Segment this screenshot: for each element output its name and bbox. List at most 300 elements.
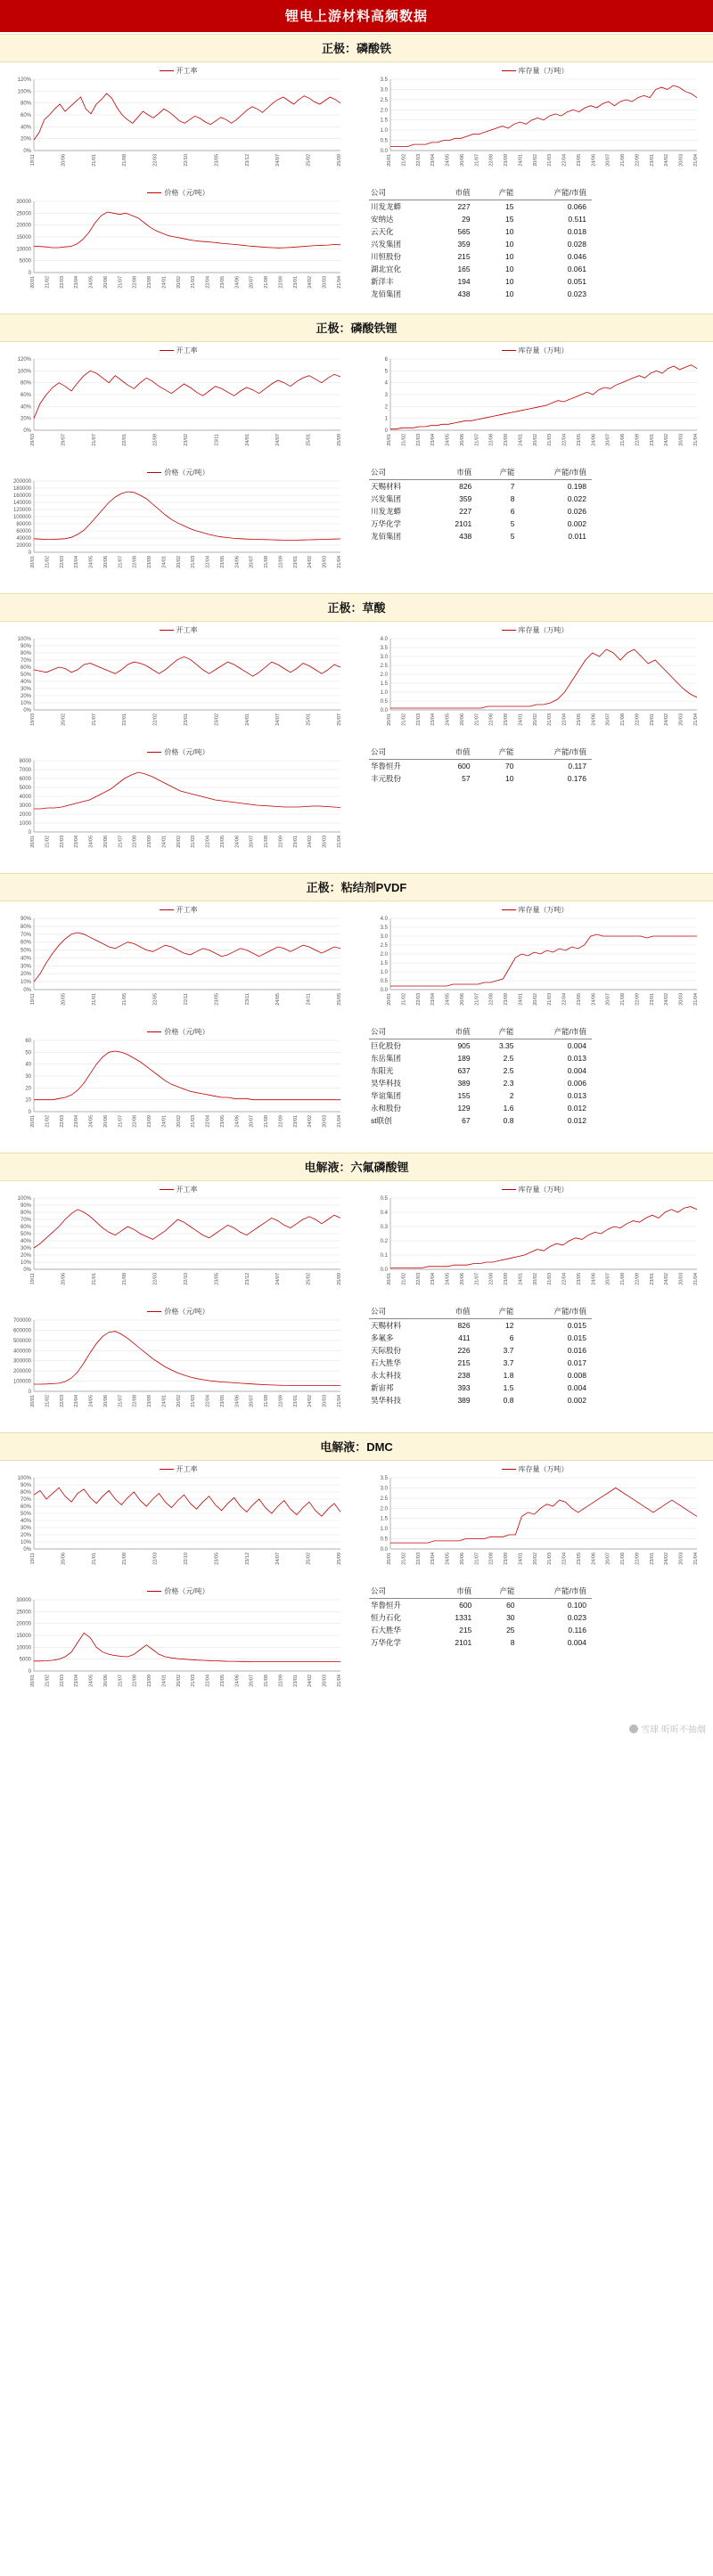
cell-ratio: 0.012 — [567, 1116, 586, 1125]
svg-text:24/06: 24/06 — [234, 276, 241, 289]
svg-text:24/01: 24/01 — [161, 1115, 168, 1128]
cell-capacity: 5 — [510, 519, 515, 528]
svg-text:20/06: 20/06 — [459, 993, 465, 1006]
table-header-cell: 产能 — [477, 466, 520, 480]
svg-text:20000: 20000 — [16, 1621, 31, 1627]
cell-company: 恒力石化 — [371, 1613, 402, 1622]
svg-text:22/10: 22/10 — [184, 1553, 189, 1565]
cell-ratio: 0.004 — [567, 1041, 586, 1050]
svg-text:60%: 60% — [20, 393, 31, 398]
svg-text:22/08: 22/08 — [132, 1675, 138, 1687]
svg-text:21/07: 21/07 — [474, 434, 480, 446]
svg-text:24/02: 24/02 — [307, 836, 314, 848]
svg-text:22/03: 22/03 — [415, 1273, 422, 1285]
svg-text:40000: 40000 — [16, 536, 31, 542]
cell-capacity: 3.7 — [503, 1346, 514, 1355]
svg-text:20/06: 20/06 — [102, 1115, 109, 1128]
svg-text:23/09: 23/09 — [147, 556, 152, 568]
svg-text:20/02: 20/02 — [176, 1395, 182, 1407]
company-table-lfp — [356, 464, 713, 546]
table-row — [369, 288, 592, 300]
svg-text:25/07: 25/07 — [337, 713, 342, 726]
table-header-cell: 公司 — [369, 1025, 432, 1039]
svg-text:24/07: 24/07 — [275, 154, 282, 167]
svg-text:23/09: 23/09 — [504, 1553, 509, 1565]
svg-text:24/05: 24/05 — [88, 556, 94, 568]
section-oxalic — [0, 591, 713, 871]
table-header-cell: 产能 — [476, 1025, 520, 1039]
svg-text:0.0: 0.0 — [380, 149, 388, 154]
svg-text:24/01: 24/01 — [161, 276, 168, 289]
svg-text:50%: 50% — [20, 1512, 31, 1517]
table-header-cell: 公司 — [369, 746, 432, 760]
cell-ratio: 0.061 — [567, 265, 586, 273]
svg-text:3.5: 3.5 — [380, 1476, 388, 1481]
svg-text:20/07: 20/07 — [249, 836, 255, 848]
svg-text:22/03: 22/03 — [59, 276, 65, 289]
svg-text:20/06: 20/06 — [459, 154, 465, 167]
svg-text:22/08: 22/08 — [488, 154, 495, 167]
svg-text:70%: 70% — [20, 1218, 31, 1223]
svg-text:24/06: 24/06 — [234, 556, 241, 568]
cell-company: 多氟多 — [371, 1333, 394, 1342]
chart-svg — [360, 915, 704, 1022]
svg-text:40%: 40% — [20, 680, 31, 685]
chart-legend: 库存量（万吨） — [360, 1464, 709, 1474]
cell-capacity: 2.5 — [503, 1054, 514, 1063]
svg-text:20/07: 20/07 — [249, 1675, 255, 1687]
svg-text:20/01: 20/01 — [387, 1273, 392, 1285]
cell-company: 天赐材料 — [371, 482, 402, 491]
svg-text:22/09: 22/09 — [635, 1273, 641, 1285]
table-header-cell: 市值 — [432, 1305, 476, 1319]
cell-mktcap: 2101 — [455, 1638, 472, 1647]
svg-text:24/07: 24/07 — [275, 713, 282, 726]
chart-legend: 价格（元/吨） — [4, 468, 353, 477]
cell-ratio: 0.012 — [567, 1104, 586, 1113]
svg-text:10000: 10000 — [16, 1645, 31, 1651]
cell-ratio: 0.002 — [567, 519, 586, 528]
table-header-cell: 公司 — [369, 1305, 432, 1319]
svg-text:20/01: 20/01 — [30, 276, 36, 289]
svg-text:180000: 180000 — [12, 486, 31, 492]
svg-text:1.5: 1.5 — [380, 118, 388, 124]
svg-text:200000: 200000 — [12, 479, 31, 485]
svg-text:0%: 0% — [23, 1547, 31, 1553]
cell-mktcap: 57 — [462, 774, 471, 783]
svg-text:23/09: 23/09 — [147, 1675, 152, 1687]
svg-text:24/01: 24/01 — [518, 154, 524, 167]
svg-text:20/07: 20/07 — [605, 1273, 611, 1285]
cell-capacity: 2 — [509, 1091, 514, 1100]
svg-text:21/02: 21/02 — [45, 1115, 51, 1128]
svg-text:400000: 400000 — [12, 1349, 31, 1355]
svg-text:100000: 100000 — [12, 515, 31, 520]
svg-text:20/01: 20/01 — [30, 1675, 36, 1687]
svg-text:22/04: 22/04 — [561, 1553, 568, 1565]
svg-text:22/09: 22/09 — [278, 276, 284, 289]
svg-text:23/09: 23/09 — [147, 276, 152, 289]
svg-text:2.5: 2.5 — [380, 97, 388, 103]
svg-text:100%: 100% — [17, 369, 31, 375]
table-row — [369, 1102, 592, 1114]
svg-text:21/02: 21/02 — [45, 276, 51, 289]
cell-ratio: 0.002 — [567, 1396, 586, 1405]
svg-text:22/09: 22/09 — [635, 1553, 641, 1565]
svg-text:22/09: 22/09 — [278, 836, 284, 848]
table-row — [369, 1599, 592, 1612]
svg-text:22/01: 22/01 — [122, 713, 128, 726]
svg-text:20/03: 20/03 — [678, 1273, 684, 1285]
svg-text:70%: 70% — [20, 1497, 31, 1503]
chart-legend: 价格（元/吨） — [4, 1586, 353, 1596]
svg-text:21/05: 21/05 — [122, 993, 128, 1006]
chart-legend: 库存量（万吨） — [360, 1185, 709, 1194]
svg-text:1: 1 — [384, 416, 388, 422]
cell-company: 万华化学 — [371, 519, 402, 528]
svg-text:20/07: 20/07 — [605, 154, 611, 167]
company-table-oxalic — [356, 744, 713, 788]
svg-text:21/04: 21/04 — [693, 993, 699, 1006]
svg-text:20/02: 20/02 — [176, 836, 182, 848]
svg-text:21/03: 21/03 — [547, 154, 553, 167]
svg-text:23/05: 23/05 — [577, 1273, 582, 1285]
svg-text:23/09: 23/09 — [147, 1115, 152, 1128]
svg-text:21/08: 21/08 — [264, 276, 270, 289]
cell-company: 新宙邦 — [371, 1383, 394, 1392]
table-row — [369, 275, 592, 288]
svg-text:23/09: 23/09 — [504, 713, 509, 726]
svg-text:1.0: 1.0 — [380, 970, 388, 975]
svg-text:23/11: 23/11 — [214, 434, 220, 446]
svg-text:23/04: 23/04 — [74, 1395, 80, 1407]
chart-iron-inventory — [356, 62, 713, 184]
svg-text:21/01: 21/01 — [91, 1553, 97, 1565]
svg-text:20/06: 20/06 — [102, 276, 109, 289]
svg-text:20/03: 20/03 — [322, 1675, 328, 1687]
svg-text:80%: 80% — [20, 924, 31, 930]
table-row — [369, 518, 592, 530]
cell-mktcap: 227 — [457, 202, 471, 211]
svg-text:24/05: 24/05 — [445, 154, 451, 167]
svg-text:0.0: 0.0 — [380, 708, 388, 713]
cell-mktcap: 165 — [457, 265, 471, 273]
svg-text:20/01: 20/01 — [387, 434, 392, 446]
cell-ratio: 0.176 — [567, 774, 586, 783]
table-header-cell: 产能/市值 — [520, 1585, 592, 1599]
svg-text:23/04: 23/04 — [74, 556, 80, 568]
svg-text:25000: 25000 — [16, 211, 31, 217]
svg-text:7000: 7000 — [19, 768, 31, 773]
svg-text:30%: 30% — [20, 687, 31, 692]
svg-text:20/06: 20/06 — [102, 836, 109, 848]
chart-lfp-price — [0, 464, 356, 586]
svg-text:0.5: 0.5 — [380, 979, 388, 984]
cell-ratio: 0.066 — [567, 202, 586, 211]
cell-ratio: 0.004 — [567, 1638, 586, 1647]
svg-text:90%: 90% — [20, 1483, 31, 1488]
svg-text:200000: 200000 — [12, 1369, 31, 1375]
cell-ratio: 0.100 — [567, 1601, 586, 1610]
svg-text:90%: 90% — [20, 917, 31, 922]
svg-text:15000: 15000 — [16, 1634, 31, 1639]
svg-text:23/05: 23/05 — [220, 556, 225, 568]
cell-mktcap: 826 — [459, 482, 472, 491]
svg-text:2.5: 2.5 — [380, 943, 388, 949]
svg-text:20/01: 20/01 — [387, 154, 392, 167]
svg-text:10%: 10% — [20, 1260, 31, 1266]
svg-text:21/08: 21/08 — [620, 993, 627, 1006]
cell-ratio: 0.004 — [567, 1383, 586, 1392]
svg-text:0.3: 0.3 — [380, 1225, 388, 1230]
svg-text:24/01: 24/01 — [518, 993, 524, 1006]
cell-mktcap: 1331 — [455, 1613, 472, 1622]
svg-text:2.0: 2.0 — [380, 108, 388, 114]
svg-text:21/08: 21/08 — [122, 154, 128, 167]
svg-text:40%: 40% — [20, 1239, 31, 1244]
svg-text:21/03: 21/03 — [547, 434, 553, 446]
svg-text:30000: 30000 — [16, 1598, 31, 1603]
svg-text:23/01: 23/01 — [292, 836, 299, 848]
svg-text:22/03: 22/03 — [415, 993, 422, 1006]
svg-text:23/05: 23/05 — [214, 154, 220, 167]
cell-mktcap: 637 — [457, 1066, 471, 1075]
svg-text:20/03: 20/03 — [678, 713, 684, 726]
svg-text:1.5: 1.5 — [380, 1516, 388, 1522]
svg-text:21/01: 21/01 — [91, 1273, 97, 1285]
svg-text:21/03: 21/03 — [191, 556, 197, 568]
svg-text:60%: 60% — [20, 665, 31, 671]
cell-ratio: 0.004 — [567, 1066, 586, 1075]
chart-svg — [360, 76, 704, 183]
chart-legend: 库存量（万吨） — [360, 346, 709, 355]
svg-text:23/01: 23/01 — [292, 1115, 299, 1128]
table-header-cell: 产能 — [476, 1305, 520, 1319]
svg-text:21/08: 21/08 — [620, 1553, 627, 1565]
svg-text:40: 40 — [25, 1062, 31, 1068]
svg-text:80%: 80% — [20, 380, 31, 387]
svg-text:23/09: 23/09 — [504, 1273, 509, 1285]
svg-text:90%: 90% — [20, 1203, 31, 1209]
svg-text:0: 0 — [28, 1669, 31, 1675]
svg-text:21/08: 21/08 — [264, 1675, 270, 1687]
cell-mktcap: 155 — [457, 1091, 471, 1100]
cell-mktcap: 411 — [458, 1333, 471, 1342]
cell-ratio: 0.016 — [567, 1346, 586, 1355]
svg-text:24/05: 24/05 — [88, 276, 94, 289]
section-dmc — [0, 1431, 713, 1710]
svg-text:20/01: 20/01 — [387, 1553, 392, 1565]
svg-text:20/05: 20/05 — [61, 993, 67, 1006]
table-row — [369, 480, 592, 493]
svg-text:24/02: 24/02 — [307, 1675, 314, 1687]
svg-text:21/08: 21/08 — [620, 1273, 627, 1285]
cell-company: 东阳光 — [371, 1066, 394, 1075]
cell-mktcap: 2101 — [455, 519, 472, 528]
svg-text:3.5: 3.5 — [380, 925, 388, 931]
svg-text:2.5: 2.5 — [380, 1496, 388, 1502]
svg-text:1.5: 1.5 — [380, 961, 388, 966]
svg-text:120000: 120000 — [12, 508, 31, 513]
svg-text:21/08: 21/08 — [264, 1395, 270, 1407]
svg-text:20/03: 20/03 — [322, 1395, 328, 1407]
svg-text:24/06: 24/06 — [234, 836, 241, 848]
svg-text:50%: 50% — [20, 948, 31, 954]
chart-pvdf-inventory — [356, 901, 713, 1023]
cell-mktcap: 189 — [457, 1054, 471, 1063]
svg-text:22/09: 22/09 — [278, 1115, 284, 1128]
table-row — [369, 1077, 592, 1089]
cell-capacity: 10 — [505, 227, 514, 236]
svg-text:20/06: 20/06 — [102, 556, 109, 568]
svg-text:21/02: 21/02 — [45, 556, 51, 568]
chart-svg — [4, 76, 348, 183]
svg-text:2.0: 2.0 — [380, 673, 388, 678]
svg-text:22/03: 22/03 — [415, 713, 422, 726]
cell-ratio: 0.011 — [568, 532, 586, 541]
cell-mktcap: 129 — [457, 1104, 471, 1113]
svg-text:30000: 30000 — [16, 200, 31, 205]
svg-text:24/01: 24/01 — [244, 434, 250, 446]
table-row — [369, 1064, 592, 1077]
svg-text:24/06: 24/06 — [591, 713, 597, 726]
cell-mktcap: 438 — [459, 532, 472, 541]
cell-ratio: 0.022 — [567, 494, 586, 503]
cell-ratio: 0.116 — [568, 1626, 586, 1634]
cell-capacity: 6 — [510, 507, 515, 516]
svg-text:21/03: 21/03 — [191, 1395, 197, 1407]
table-header-cell: 产能/市值 — [519, 1025, 592, 1039]
table-row — [369, 772, 592, 785]
svg-text:6: 6 — [384, 357, 388, 363]
svg-text:22/05: 22/05 — [152, 993, 159, 1006]
svg-text:22/08: 22/08 — [132, 1395, 138, 1407]
svg-text:24/07: 24/07 — [275, 434, 282, 446]
svg-text:23/09: 23/09 — [504, 993, 509, 1006]
section-title: 正极：粘结剂PVDF — [0, 873, 713, 901]
table-header-cell: 市值 — [432, 746, 476, 760]
section-pvdf — [0, 871, 713, 1151]
svg-text:3000: 3000 — [19, 803, 31, 809]
cell-capacity: 10 — [505, 774, 514, 783]
svg-text:23/11: 23/11 — [244, 993, 250, 1006]
svg-text:60%: 60% — [20, 113, 31, 118]
svg-text:20/02: 20/02 — [176, 556, 182, 568]
svg-text:21/04: 21/04 — [337, 1115, 342, 1128]
cell-mktcap: 226 — [457, 1346, 471, 1355]
svg-text:22/04: 22/04 — [561, 434, 568, 446]
svg-text:70%: 70% — [20, 932, 31, 938]
svg-text:20%: 20% — [20, 416, 31, 422]
chart-legend: 开工率 — [4, 1464, 353, 1474]
svg-text:100%: 100% — [17, 1476, 31, 1481]
svg-text:19/11: 19/11 — [30, 1553, 36, 1565]
cell-mktcap: 600 — [459, 1601, 472, 1610]
cell-company: 新洋丰 — [371, 277, 394, 286]
svg-text:140000: 140000 — [12, 501, 31, 506]
cell-company: 永和股份 — [371, 1104, 402, 1113]
cell-company: 天赐材料 — [371, 1321, 402, 1330]
svg-text:20/02: 20/02 — [532, 1273, 538, 1285]
cell-capacity: 3.7 — [503, 1358, 514, 1367]
svg-text:21/07: 21/07 — [118, 276, 124, 289]
table-header-cell: 产能/市值 — [519, 1305, 592, 1319]
cell-ratio: 0.006 — [567, 1079, 586, 1088]
svg-text:22/08: 22/08 — [488, 434, 495, 446]
svg-text:20/03: 20/03 — [678, 434, 684, 446]
svg-text:21/03: 21/03 — [547, 993, 553, 1006]
svg-text:0%: 0% — [23, 1268, 31, 1273]
cell-mktcap: 67 — [462, 1116, 471, 1125]
cell-company: st联创 — [371, 1116, 392, 1125]
cell-mktcap: 359 — [459, 494, 472, 503]
cell-company: 龙佰集团 — [371, 289, 402, 298]
svg-text:23/01: 23/01 — [649, 993, 655, 1006]
chart-svg — [4, 1194, 348, 1301]
chart-svg — [4, 757, 348, 864]
svg-text:0.4: 0.4 — [380, 1211, 388, 1216]
svg-text:24/07: 24/07 — [275, 1273, 282, 1285]
cell-capacity: 10 — [505, 289, 514, 298]
svg-text:24/06: 24/06 — [234, 1395, 241, 1407]
svg-text:100%: 100% — [17, 637, 31, 642]
svg-text:4000: 4000 — [19, 795, 31, 800]
svg-text:60000: 60000 — [16, 529, 31, 534]
svg-text:600000: 600000 — [12, 1328, 31, 1334]
table-header-cell: 产能/市值 — [519, 186, 592, 200]
svg-text:2.5: 2.5 — [380, 664, 388, 669]
svg-text:22/04: 22/04 — [205, 1675, 211, 1687]
svg-text:20%: 20% — [20, 972, 31, 978]
chart-dmc-operating-rate — [0, 1461, 356, 1583]
xueqiu-logo-icon — [629, 1724, 638, 1733]
svg-text:0.2: 0.2 — [380, 1239, 388, 1244]
cell-ratio: 0.023 — [567, 289, 586, 298]
chart-oxalic-operating-rate — [0, 622, 356, 744]
cell-ratio: 0.008 — [567, 1371, 586, 1380]
svg-text:21/02: 21/02 — [45, 1675, 51, 1687]
svg-text:20: 20 — [25, 1086, 31, 1092]
table-row — [369, 530, 592, 542]
svg-text:21/02: 21/02 — [401, 154, 407, 167]
svg-text:5000: 5000 — [19, 258, 31, 265]
svg-text:24/02: 24/02 — [664, 1553, 670, 1565]
table-row — [369, 1114, 592, 1127]
svg-text:22/08: 22/08 — [488, 993, 495, 1006]
svg-text:20/01: 20/01 — [387, 993, 392, 1006]
svg-text:22/04: 22/04 — [561, 154, 568, 167]
svg-text:20/06: 20/06 — [61, 154, 67, 167]
cell-ratio: 0.198 — [567, 482, 586, 491]
svg-text:23/05: 23/05 — [220, 836, 225, 848]
cell-mktcap: 215 — [457, 252, 471, 261]
cell-company: 丰元股份 — [371, 774, 402, 783]
svg-text:50%: 50% — [20, 673, 31, 678]
table-row — [369, 250, 592, 263]
table-row — [369, 1052, 592, 1064]
svg-text:0.1: 0.1 — [380, 1253, 388, 1259]
svg-text:21/08: 21/08 — [264, 836, 270, 848]
svg-text:3.0: 3.0 — [380, 1486, 388, 1492]
svg-text:25/09: 25/09 — [337, 154, 342, 167]
cell-ratio: 0.013 — [567, 1091, 586, 1100]
cell-company: 华谊集团 — [371, 1091, 402, 1100]
svg-text:24/06: 24/06 — [591, 1553, 597, 1565]
svg-text:20/07: 20/07 — [249, 556, 255, 568]
svg-text:21/08: 21/08 — [264, 1115, 270, 1128]
svg-text:20/01: 20/01 — [30, 1395, 36, 1407]
cell-ratio: 0.028 — [567, 240, 586, 249]
